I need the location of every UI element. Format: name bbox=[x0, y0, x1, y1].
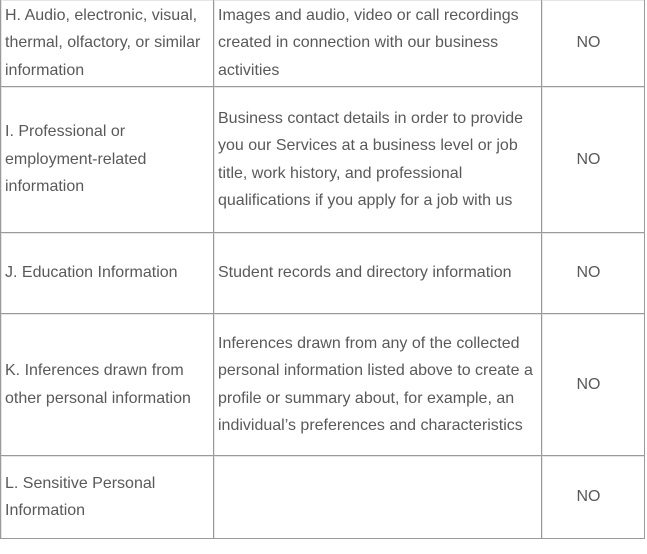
examples-cell: Images and audio, video or call recordings created in connection with our business activities bbox=[214, 0, 542, 87]
collected-cell bbox=[542, 87, 645, 233]
collected-value: NO bbox=[576, 375, 601, 393]
table-row bbox=[1, 314, 645, 456]
collected-value: NO bbox=[576, 264, 601, 282]
category-cell: J. Education Information bbox=[1, 233, 214, 314]
collected-value: NO bbox=[576, 34, 601, 52]
collected-cell bbox=[542, 0, 645, 87]
category-cell: L. Sensitive Personal Information bbox=[1, 456, 214, 539]
examples-cell: Business contact details in order to provide you our Services at a business level or job title, work history, and professional qualifications if you apply for a job with us bbox=[214, 87, 542, 233]
examples-cell: Inferences drawn from any of the collected personal information listed above to create a profile or summary about, for example, an individual’s preferences and characteristics bbox=[214, 314, 542, 456]
collected-cell bbox=[542, 233, 645, 314]
table-row bbox=[1, 87, 645, 233]
table-row bbox=[1, 233, 645, 314]
collected-cell bbox=[542, 456, 645, 539]
collected-value: NO bbox=[576, 488, 601, 506]
category-cell: H. Audio, electronic, visual, thermal, olfactory, or similar information bbox=[1, 0, 214, 87]
collected-cell bbox=[542, 314, 645, 456]
examples-cell bbox=[214, 456, 542, 539]
examples-cell: Student records and directory information bbox=[214, 233, 542, 314]
category-cell: I. Professional or employment-related information bbox=[1, 87, 214, 233]
table-row bbox=[1, 456, 645, 539]
table-row bbox=[1, 0, 645, 87]
collected-value: NO bbox=[576, 150, 601, 168]
category-cell: K. Inferences drawn from other personal information bbox=[1, 314, 214, 456]
